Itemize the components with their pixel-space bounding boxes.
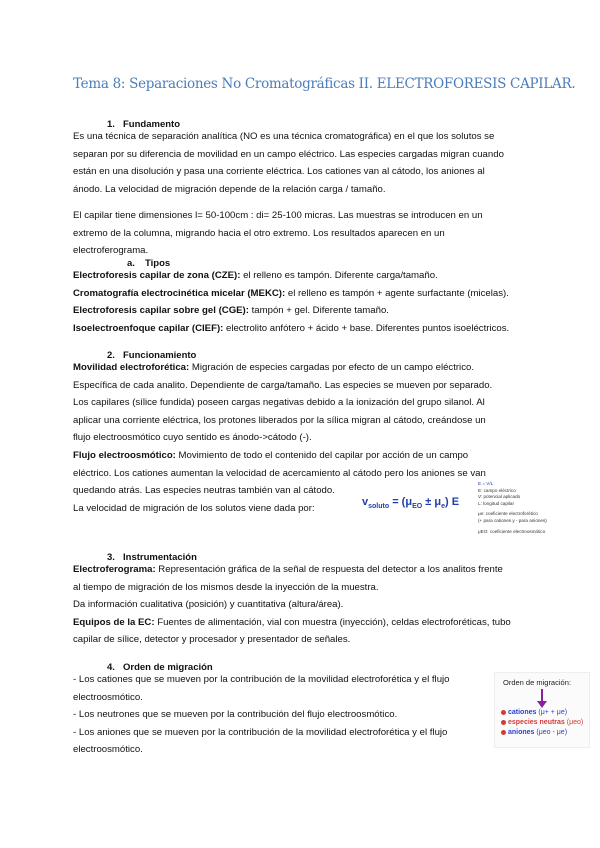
legend-line: V: potencial aplicado <box>478 494 521 500</box>
section-number: 3. <box>107 552 115 563</box>
paragraph-fundamento-2 <box>73 207 535 260</box>
paragraph-instrumentacion <box>73 561 535 649</box>
text-line: El capilar tiene dimensiones l= 50-100cm : di= 25-100 micras. Las muestras se introducen en un <box>73 210 483 221</box>
section-title: Funcionamiento <box>123 350 197 361</box>
legend-line: μe: coeficiente electroforético <box>478 511 538 517</box>
list-item: Cromatografía electrocinética micelar (MEKC): el relleno es tampón + agente surfactante (micelas). <box>73 287 509 299</box>
text-line: flujo electroosmótico cuyo sentido es ánodo->cátodo (-). <box>73 432 312 444</box>
tipos-list <box>73 267 535 337</box>
paragraph-fundamento-1 <box>73 128 535 198</box>
paragraph-orden <box>73 671 493 759</box>
document-title: Tema 8: Separaciones No Cromatográficas II. ELECTROFORESIS CAPILAR. <box>73 76 576 92</box>
text-line: electroferograma. <box>73 245 149 257</box>
text-line: Los capilares (sílice fundida) poseen cargas negativas debido a la ionización del grupo silanol. Al <box>73 397 485 409</box>
bullet-icon <box>501 730 506 735</box>
subsection-title: Tipos <box>145 258 171 269</box>
formula-legend <box>478 481 578 535</box>
legend-line: E = V/L <box>478 481 494 486</box>
text-line: aplicar una corriente eléctrica, los protones liberados por la sílica migran al cátodo, creándose un <box>73 414 486 426</box>
list-item: Isoelectroenfoque capilar (CIEF): electrolito anfótero + ácido + base. Diferentes puntos isoeléctricos. <box>73 322 510 334</box>
list-item: Electroforesis capilar sobre gel (CGE): tampón + gel. Diferente tamaño. <box>73 305 389 317</box>
text-line: - Los neutrones que se mueven por la contribución del flujo electroosmótico. <box>73 709 398 721</box>
subsection-number: a. <box>127 258 135 269</box>
section-number: 2. <box>107 350 115 361</box>
legend-line: (+ para cationes y - para aniones) <box>478 517 547 523</box>
text-line: Electroferograma: Representación gráfica de la señal de respuesta del detector a los analitos frente <box>73 564 503 575</box>
text-line: Específica de cada analito. Dependiente de carga/tamaño. Las especies se mueven por separado. <box>73 379 493 391</box>
section-title: Orden de migración <box>123 662 213 673</box>
text-line: electroosmótico. <box>73 744 143 756</box>
list-item: Electroforesis capilar de zona (CZE): el relleno es tampón. Diferente carga/tamaño. <box>73 270 438 281</box>
text-line: capilar de sílice, detector y procesador y presentador de señales. <box>73 634 351 646</box>
paragraph-funcionamiento <box>73 359 535 517</box>
text-line: La velocidad de migración de los solutos viene dada por: <box>73 502 315 514</box>
text-line: ánodo. La velocidad de migración depende de la relación carga / tamaño. <box>73 183 386 195</box>
text-line: extremo de la columna, migrando hacia el otro extremo. Los resultados aparecen en un <box>73 227 445 239</box>
text-line: eléctrico. Los cationes aumentan la velocidad de acercamiento al cátodo pero los aniones se van <box>73 467 486 479</box>
migration-order-figure <box>494 672 590 748</box>
bullet-icon <box>501 710 506 715</box>
text-line: Equipos de la EC: Fuentes de alimentación, vial con muestra (inyección), celdas electroforéticas, tubo <box>73 616 511 628</box>
section-title: Fundamento <box>123 119 180 130</box>
migration-row-cationes: cationes (μ+ + μe) <box>501 709 567 716</box>
text-line: Da información cualitativa (posición) y cuantitativa (altura/área). <box>73 599 344 611</box>
figure-title: Orden de migración: <box>503 678 571 687</box>
section-number: 1. <box>107 119 115 130</box>
legend-line: E: campo eléctrico <box>478 487 516 493</box>
text-line: electroosmótico. <box>73 691 143 703</box>
migration-row-neutras: especies neutras (μeo) <box>501 719 583 726</box>
text-line: - Los aniones que se mueven por la contribución de la movilidad electroforética y el flujo <box>73 726 448 738</box>
bullet-icon <box>501 720 506 725</box>
text-line: - Los cationes que se mueven por la contribución de la movilidad electroforética y el flujo <box>73 674 450 685</box>
migration-row-aniones: aniones (μeo - μe) <box>501 729 567 736</box>
velocity-formula: $v_{soluto} = (\mu_{EO} \pm \mu_e)$ E <box>362 496 460 511</box>
section-number: 4. <box>107 662 115 673</box>
section-title: Instrumentación <box>123 552 197 563</box>
text-line: al tiempo de migración de los mismos desde la inyección de la muestra. <box>73 581 379 593</box>
down-arrow-icon <box>501 688 583 710</box>
text-line: Movilidad electroforética: Migración de especies cargadas por efecto de un campo eléctrico. <box>73 362 474 373</box>
legend-line: μEO: coeficiente electroosmótico <box>478 528 546 534</box>
text-line: Flujo electroosmótico: Movimiento de todo el contenido del capilar por acción de un campo <box>73 449 469 461</box>
text-line: están en una disolución y pasa una corriente eléctrica. Los cationes van al cátodo, los aniones al <box>73 166 485 178</box>
legend-line: L: longitud capilar <box>478 500 515 506</box>
text-line: Es una técnica de separación analítica (NO es una técnica cromatográfica) en el que los solutos se <box>73 131 495 142</box>
text-line: separan por su diferencia de movilidad en un campo eléctrico. Las especies cargadas migran cuando <box>73 148 504 160</box>
text-line: quedando atrás. Las especies neutras también van al cátodo. <box>73 485 335 497</box>
